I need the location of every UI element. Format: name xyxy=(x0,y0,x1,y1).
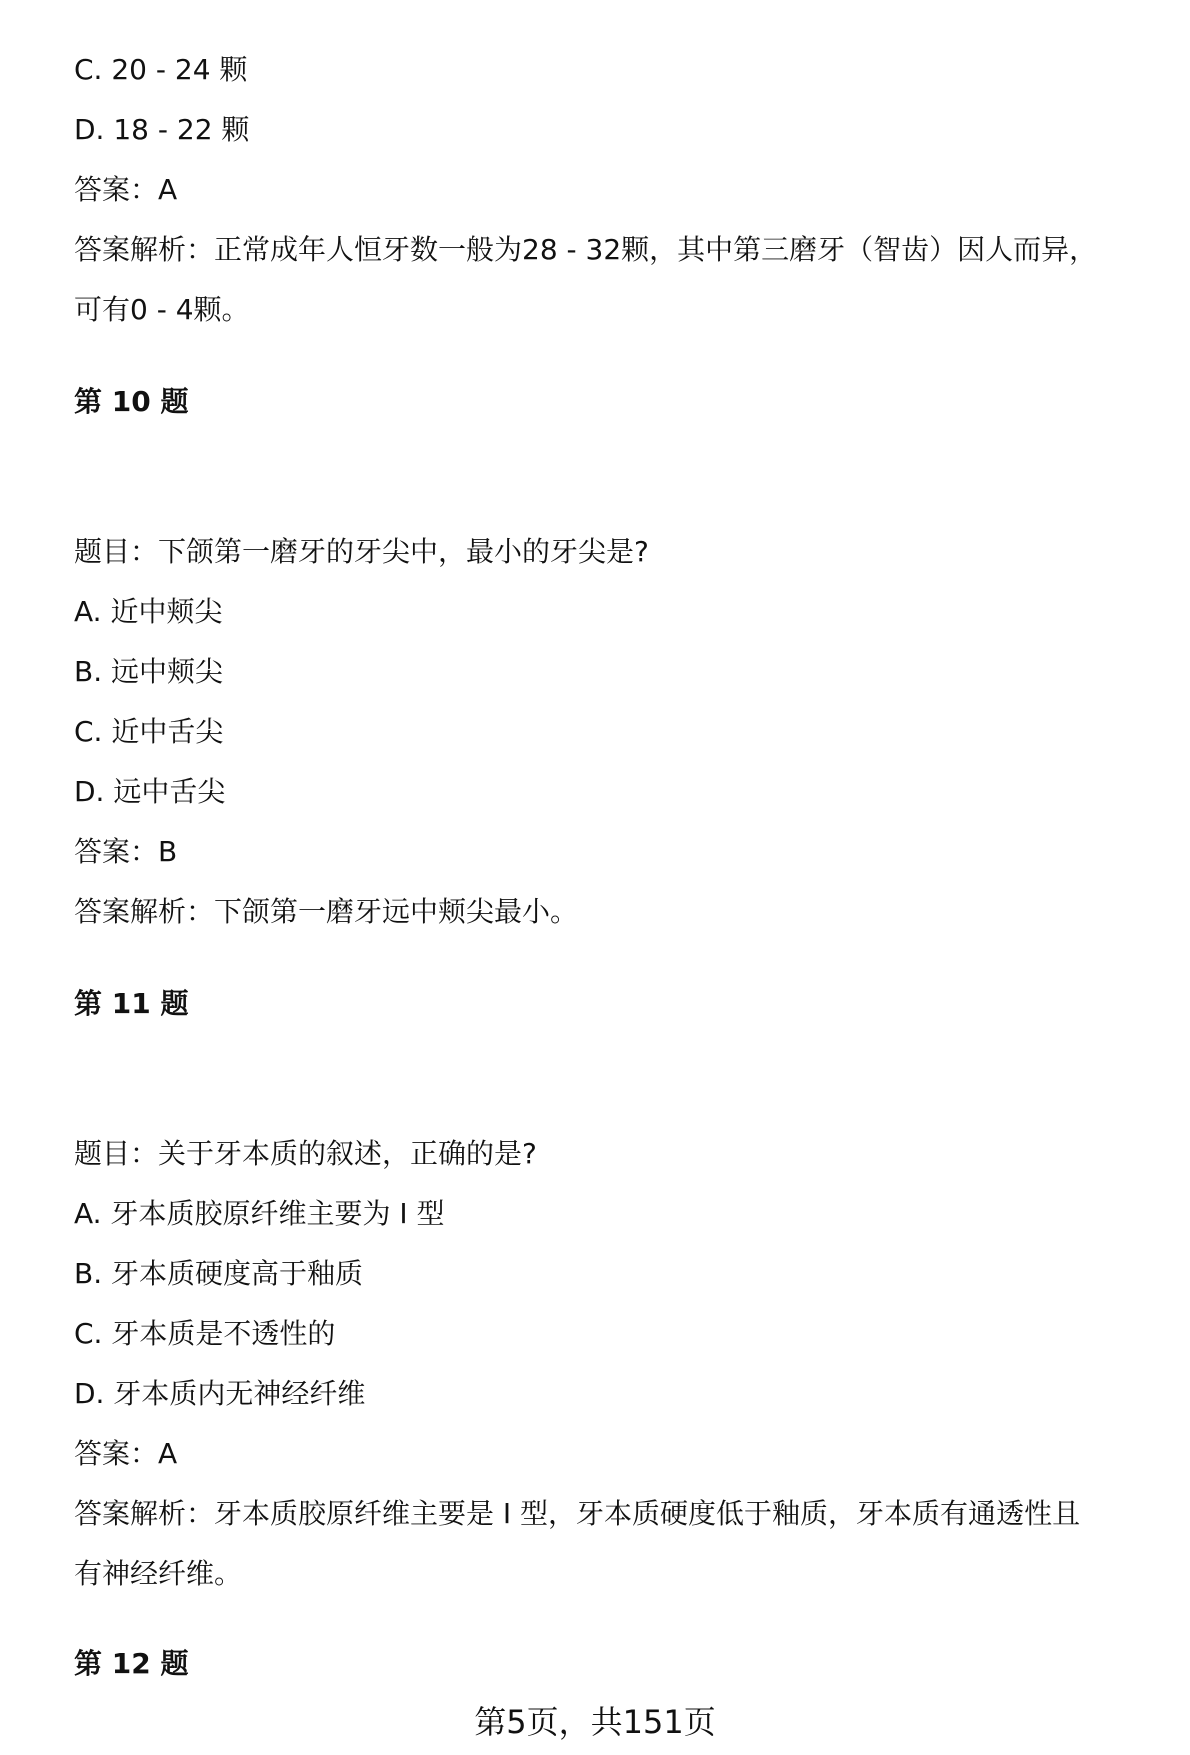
prev-explanation-line2: 可有0 - 4颗。 xyxy=(74,293,250,326)
question-10-option-a: A. 近中颊尖 xyxy=(74,595,223,628)
question-10-text: 题目：下颌第一磨牙的牙尖中，最小的牙尖是? xyxy=(74,535,649,568)
question-12-heading: 第 12 题 xyxy=(74,1647,189,1680)
question-11-explanation-line2: 有神经纤维。 xyxy=(74,1557,243,1590)
question-10-option-d: D. 远中舌尖 xyxy=(74,775,226,808)
question-10-option-b: B. 远中颊尖 xyxy=(74,655,224,688)
question-11-option-c: C. 牙本质是不透性的 xyxy=(74,1317,336,1350)
question-11-option-a: A. 牙本质胶原纤维主要为 Ⅰ 型 xyxy=(74,1197,445,1230)
prev-option-c: C. 20 - 24 颗 xyxy=(74,53,248,86)
question-11-explanation-line1: 答案解析：牙本质胶原纤维主要是 Ⅰ 型，牙本质硬度低于釉质，牙本质有通透性且 xyxy=(74,1497,1081,1530)
question-11-text: 题目：关于牙本质的叙述，正确的是? xyxy=(74,1137,537,1170)
prev-explanation-line1: 答案解析：正常成年人恒牙数一般为28 - 32颗，其中第三磨牙（智齿）因人而异， xyxy=(74,233,1098,266)
question-10-heading: 第 10 题 xyxy=(74,385,189,418)
question-10-explanation: 答案解析：下颌第一磨牙远中颊尖最小。 xyxy=(74,895,579,928)
prev-option-d: D. 18 - 22 颗 xyxy=(74,113,250,146)
question-11-option-b: B. 牙本质硬度高于釉质 xyxy=(74,1257,364,1290)
question-10-answer: 答案：B xyxy=(74,835,178,868)
page-indicator: 第5页，共151页 xyxy=(474,1703,716,1741)
question-11-option-d: D. 牙本质内无神经纤维 xyxy=(74,1377,366,1410)
question-11-answer: 答案：A xyxy=(74,1437,178,1470)
prev-answer: 答案：A xyxy=(74,173,178,206)
question-11-heading: 第 11 题 xyxy=(74,987,189,1020)
question-10-option-c: C. 近中舌尖 xyxy=(74,715,224,748)
